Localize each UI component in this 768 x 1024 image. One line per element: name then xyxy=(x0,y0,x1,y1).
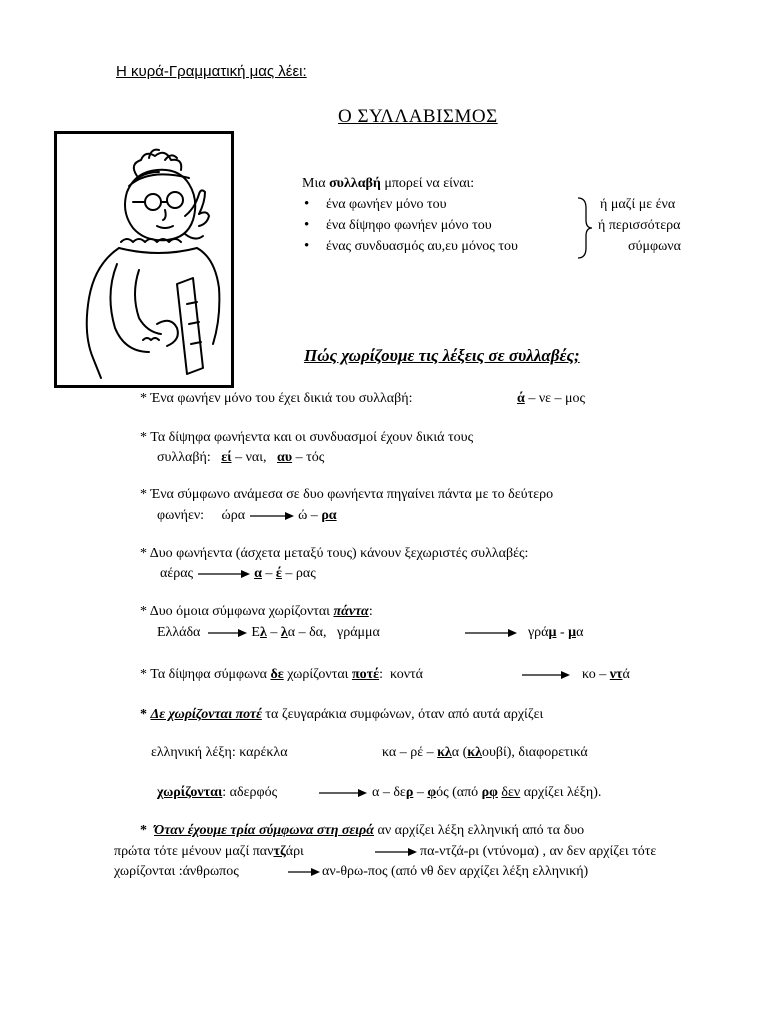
rule-8-line2-result: πα-ντζά-ρι (ντύνομα) , αν δεν αρχίζει τότε xyxy=(420,844,657,859)
rule-5 xyxy=(140,604,373,620)
example-bold: λ xyxy=(280,625,288,640)
rule-bold: χωρίζονται xyxy=(157,785,223,800)
rule-star: * xyxy=(140,707,147,722)
example-word: ώρα xyxy=(221,508,246,523)
rule-bold: Όταν έχουμε τρία σύμφωνα στη σειρά xyxy=(154,823,375,838)
rule-3-line2 xyxy=(157,508,337,524)
rule-7-line2 xyxy=(151,745,288,761)
arrow-right-icon xyxy=(287,866,321,878)
rule-text: Τα δίψηφα φωνήεντα και οι συνδυασμοί έχουν δικιά τους xyxy=(150,430,474,445)
rule-star: * xyxy=(140,546,147,561)
definition-bullets xyxy=(302,197,518,260)
grandma-illustration xyxy=(54,131,234,388)
rule-star: * xyxy=(140,604,147,619)
rule-1-example xyxy=(517,391,585,407)
rule-2-line2 xyxy=(157,450,324,466)
rule-7-line3 xyxy=(157,785,277,801)
list-item: • ένας συνδυασμός αυ,ευ μόνος του xyxy=(302,239,518,260)
example-bold: κλ xyxy=(437,745,452,760)
example-text: – ρας xyxy=(281,566,316,581)
rule-text: : αδερφός xyxy=(222,785,278,800)
intro-text-post: μπορεί να είναι: xyxy=(380,176,475,191)
rule-star: * xyxy=(140,823,147,838)
example-text: α – δε xyxy=(372,785,406,800)
definition-intro xyxy=(302,176,474,192)
example-bold: μ xyxy=(568,625,577,640)
example-word: γράμμα xyxy=(337,625,380,640)
rule-star: * xyxy=(140,667,147,682)
rule-4 xyxy=(140,546,528,562)
rule-text: ελληνική λέξη: καρέκλα xyxy=(151,745,288,760)
example-bold: ντ xyxy=(609,667,623,682)
example-word: κοντά xyxy=(389,667,423,682)
rule-7 xyxy=(140,707,543,723)
rule-bold: πάντα xyxy=(333,604,369,619)
arrow-right-icon xyxy=(464,627,518,639)
example-text: κα – ρέ – xyxy=(382,745,438,760)
rule-text: τα ζευγαράκια συμφώνων, όταν από αυτά αρχίζει xyxy=(261,707,544,722)
example-text: – ναι, xyxy=(231,450,267,465)
example-text: α xyxy=(576,625,584,640)
rule-7-line3-result xyxy=(372,785,601,801)
example-text: α ( xyxy=(451,745,468,760)
example-text: αρχίζει λέξη). xyxy=(520,785,602,800)
example-text: – νε – μος xyxy=(524,391,586,406)
rule-text: Δυο όμοια σύμφωνα χωρίζονται xyxy=(149,604,334,619)
arrow-right-icon xyxy=(197,568,251,580)
example-bold: φ xyxy=(427,785,437,800)
example-text: ός (από xyxy=(436,785,482,800)
arrow-right-icon xyxy=(204,627,248,639)
intro-bold: συλλαβή xyxy=(329,176,381,191)
intro-text: Μια xyxy=(302,176,330,191)
example-bold: α xyxy=(254,566,262,581)
example-text: ουβί), διαφορετικά xyxy=(481,745,588,760)
example-text: α – δα, xyxy=(287,625,327,640)
example-text: κο – xyxy=(582,667,610,682)
rule-star: * xyxy=(140,391,147,406)
example-word: Ελλάδα xyxy=(157,625,201,640)
rule-text: : xyxy=(379,667,383,682)
example-text: – τός xyxy=(292,450,325,465)
rule-6-result xyxy=(582,667,630,683)
rule-6 xyxy=(140,667,423,683)
rule-bold: ποτέ xyxy=(351,667,380,682)
example-bold: μ xyxy=(548,625,557,640)
rule-1 xyxy=(140,391,412,407)
rule-text: : xyxy=(368,604,373,619)
arrow-right-icon xyxy=(318,787,368,799)
example-text: γρά xyxy=(528,625,549,640)
rule-5-line2 xyxy=(157,625,380,641)
example-bold: έ xyxy=(275,566,282,581)
list-item: • ένα δίψηφο φωνήεν μόνο του xyxy=(302,218,518,239)
rule-3 xyxy=(140,487,553,503)
example-bold: εί xyxy=(221,450,232,465)
example-bold: ρφ xyxy=(481,785,498,800)
arrow-right-icon xyxy=(521,669,571,681)
rule-text: χωρίζονται xyxy=(283,667,352,682)
rule-5-result xyxy=(528,625,583,641)
example-bold: ρ xyxy=(405,785,414,800)
example-bold: αυ xyxy=(277,450,293,465)
rule-text: πρώτα τότε μένουν μαζί παν xyxy=(114,844,274,859)
rule-text: Τα δίψηφα σύμφωνα xyxy=(150,667,271,682)
definition-right-1: ή μαζί με ένα xyxy=(600,197,676,212)
example-text: – xyxy=(261,566,276,581)
grandma-drawing-icon xyxy=(57,134,231,385)
example-bold: ρα xyxy=(321,508,337,523)
rule-7-line2-result xyxy=(382,745,588,761)
rule-text: άρι xyxy=(285,844,304,859)
rule-star: * xyxy=(140,430,147,445)
example-bold: ά xyxy=(517,391,525,406)
rule-text: Δυο φωνήεντα (άσχετα μεταξύ τους) κάνουν ξεχωριστές συλλαβές: xyxy=(149,546,529,561)
rule-bold: δε xyxy=(270,667,284,682)
rule-4-line2 xyxy=(160,566,316,582)
rule-star: * xyxy=(140,487,147,502)
definition-right-2: ή περισσότερα xyxy=(598,218,681,233)
rule-8-line2 xyxy=(114,844,304,860)
definition-right-3: σύμφωνα xyxy=(628,239,681,254)
rule-8-line3-result: αν-θρω-πος (από νθ δεν αρχίζει λέξη ελληνική) xyxy=(322,864,589,879)
example-text: ώ – xyxy=(298,508,322,523)
header-text: Η κυρά-Γραμματική μας λέει: xyxy=(116,63,307,80)
example-bold: λ xyxy=(259,625,267,640)
section-subtitle: Πώς χωρίζουμε τις λέξεις σε συλλαβές; xyxy=(304,346,580,365)
curly-brace-icon xyxy=(574,196,594,262)
example-text: ά xyxy=(622,667,630,682)
list-item: • ένα φωνήεν μόνο του xyxy=(302,197,518,218)
rule-text: Ένα σύμφωνο ανάμεσα σε δυο φωνήεντα πηγαίνει πάντα με το δεύτερο xyxy=(150,487,554,502)
example-bold: τζ xyxy=(273,844,286,859)
example-text: – xyxy=(266,625,281,640)
page-title: Ο ΣΥΛΛΑΒΙΣΜΟΣ xyxy=(338,106,498,127)
rule-2 xyxy=(140,430,473,446)
rule-8 xyxy=(140,823,584,839)
rule-text: συλλαβή: xyxy=(157,450,211,465)
example-text: – xyxy=(413,785,428,800)
rule-text: αν αρχίζει λέξη ελληνική από τα δυο xyxy=(374,823,585,838)
example-bold: κλ xyxy=(467,745,482,760)
arrow-right-icon xyxy=(249,510,295,522)
example-underline: δεν xyxy=(501,785,521,800)
rule-text: Ένα φωνήεν μόνο του έχει δικιά του συλλαβή: xyxy=(150,391,413,406)
rule-bold: Δε χωρίζονται ποτέ xyxy=(150,707,262,722)
example-text: - xyxy=(556,625,569,640)
example-text: Ε xyxy=(251,625,260,640)
arrow-right-icon xyxy=(374,846,418,858)
example-word: αέρας xyxy=(160,566,194,581)
rule-text: φωνήεν: xyxy=(157,508,205,523)
rule-8-line3: χωρίζονται :άνθρωπος xyxy=(114,864,239,879)
